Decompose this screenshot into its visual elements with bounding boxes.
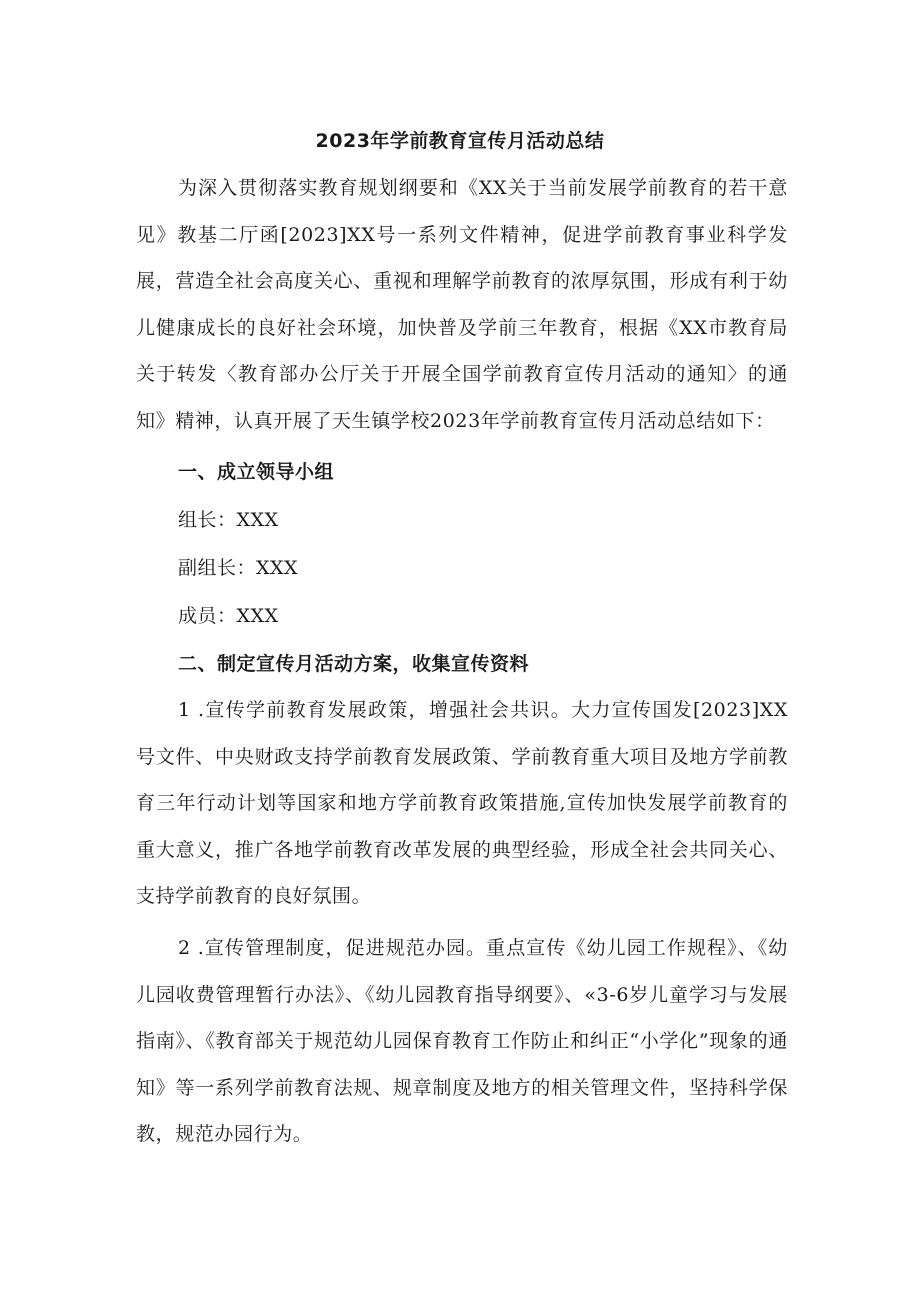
members-line: 成员：XXX — [178, 605, 279, 627]
section2-item1-paragraph: 1 .宣传学前教育发展政策，增强社会共识。大力宣传国发[2023]XX号文件、中央财政支持学前教育发展政策、学前教育重大项目及地方学前教育三年行动计划等国家和地方学前教育政策措施,宣传加快发展学前教育的重大意义，推广各地学前教育改革发展的典型经验，形成全社会共同关心、支持学前教育的良好氛围。 — [136, 699, 788, 908]
section2-item2-paragraph: 2 .宣传管理制度，促进规范办园。重点宣传《幼儿园工作规程》、《幼儿园收费管理暂行办法》、《幼儿园教育指导纲要》、«3-6岁儿童学习与发展指南》、《教育部关于规范幼儿园保育教育工作防止和纠正“小学化”现象的通知》等一系列学前教育法规、规章制度及地方的相关管理文件，坚持科学保教，规范办园行为。 — [136, 937, 788, 1146]
section1-heading: 一、成立领导小组 — [178, 461, 335, 483]
document-title: 2023年学前教育宣传月活动总结 — [315, 130, 605, 152]
leader-line: 组长：XXX — [178, 509, 279, 531]
deputy-leader-line: 副组长：XXX — [178, 557, 299, 579]
intro-paragraph: 为深入贯彻落实教育规划纲要和《XX关于当前发展学前教育的若干意见》教基二厅函[2023]XX号一系列文件精神，促进学前教育事业科学发展，营造全社会高度关心、重视和理解学前教育的浓厚氛围，形成有利于幼儿健康成长的良好社会环境，加快普及学前三年教育，根据《XX市教育局关于转发〈教育部办公厅关于开展全国学前教育宣传月活动的通知〉的通知》精神，认真开展了天生镇学校2023年学前教育宣传月活动总结如下： — [136, 177, 788, 432]
section2-heading: 二、制定宣传月活动方案，收集宣传资料 — [178, 653, 530, 675]
